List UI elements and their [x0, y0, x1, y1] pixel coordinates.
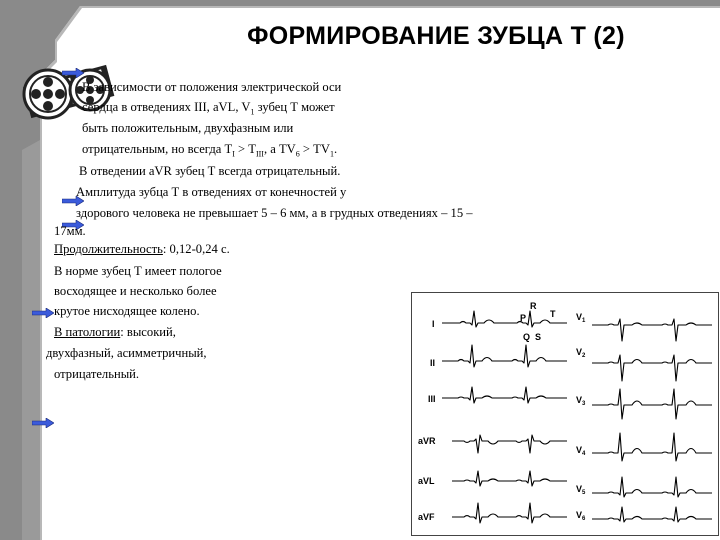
para2: В отведении aVR зубец Т всегда отрицательный. [79, 164, 341, 178]
slide-title: ФОРМИРОВАНИЕ ЗУБЦА Т (2) [247, 22, 625, 50]
para1-line4: отрицательным, но всегда $Т_I > Т_{III}$, а $ТV_6 > ТV_1$. [82, 142, 338, 159]
trace-lead-aVL [452, 471, 567, 486]
lead-label-aVR: aVR [418, 436, 436, 446]
trace-lead-III [442, 387, 567, 403]
lead-label-aVL: aVL [418, 476, 435, 486]
lead-label-III: III [428, 394, 436, 404]
trace-lead-V4 [592, 433, 712, 461]
para5-line2: восходящее и несколько более [54, 284, 217, 298]
lead-label-V5: $V_5$ [576, 484, 586, 496]
wave-label-t: T [550, 309, 556, 319]
wave-label-s: S [535, 332, 542, 342]
trace-lead-V6 [592, 507, 712, 522]
para1-line3: быть положительным, двухфазным или [82, 121, 294, 135]
lead-label-aVF: aVF [418, 512, 435, 522]
para3-line2: здорового человека не превышает 5 – 6 мм, а в грудных отведениях – 15 – [76, 206, 473, 220]
lead-label-V1: $V_1$ [576, 312, 586, 324]
duration-line: Продолжительность: 0,12-0,24 с. [54, 242, 230, 256]
pathology-line3: отрицательный. [54, 367, 140, 381]
wave-label-p: P [520, 313, 527, 323]
para1-line2: сердца в отведениях III, aVL, $V_1$ зубец Т может [82, 100, 335, 117]
trace-lead-V1 [592, 319, 712, 341]
lead-label-I: I [432, 319, 435, 329]
pathology-line1: В патологии: высокий, [54, 325, 176, 339]
arrow-right-icon [32, 308, 54, 318]
trace-lead-aVF [452, 503, 567, 523]
wave-label-q: Q [523, 332, 531, 342]
para3-line3: 17мм. [54, 224, 86, 238]
trace-lead-II [442, 345, 567, 367]
trace-lead-aVR [452, 435, 567, 453]
ecg-figure [411, 292, 719, 536]
lead-label-II: II [430, 358, 436, 368]
trace-lead-I [442, 311, 567, 327]
lead-label-V4: $V_4$ [576, 445, 586, 457]
trace-lead-V5 [592, 477, 712, 497]
lead-label-V6: $V_6$ [576, 510, 586, 522]
para5-line1: В норме зубец Т имеет пологое [54, 264, 222, 278]
trace-lead-V3 [592, 389, 712, 419]
wave-label-r: R [530, 301, 537, 311]
trace-lead-V2 [592, 355, 712, 381]
lead-label-V3: $V_3$ [576, 395, 586, 407]
para3-line1: Амплитуда зубца Т в отведениях от конечностей у [76, 185, 347, 199]
pathology-line2: двухфазный, асимметричный, [46, 346, 207, 360]
arrow-right-icon [32, 418, 54, 428]
lead-label-V2: $V_2$ [576, 347, 586, 359]
arrow-right-icon [62, 68, 84, 78]
para5-line3: крутое нисходящее колено. [54, 304, 200, 318]
para1-line1: В зависимости от положения электрической оси [82, 80, 342, 94]
ecg-traces [412, 293, 718, 535]
